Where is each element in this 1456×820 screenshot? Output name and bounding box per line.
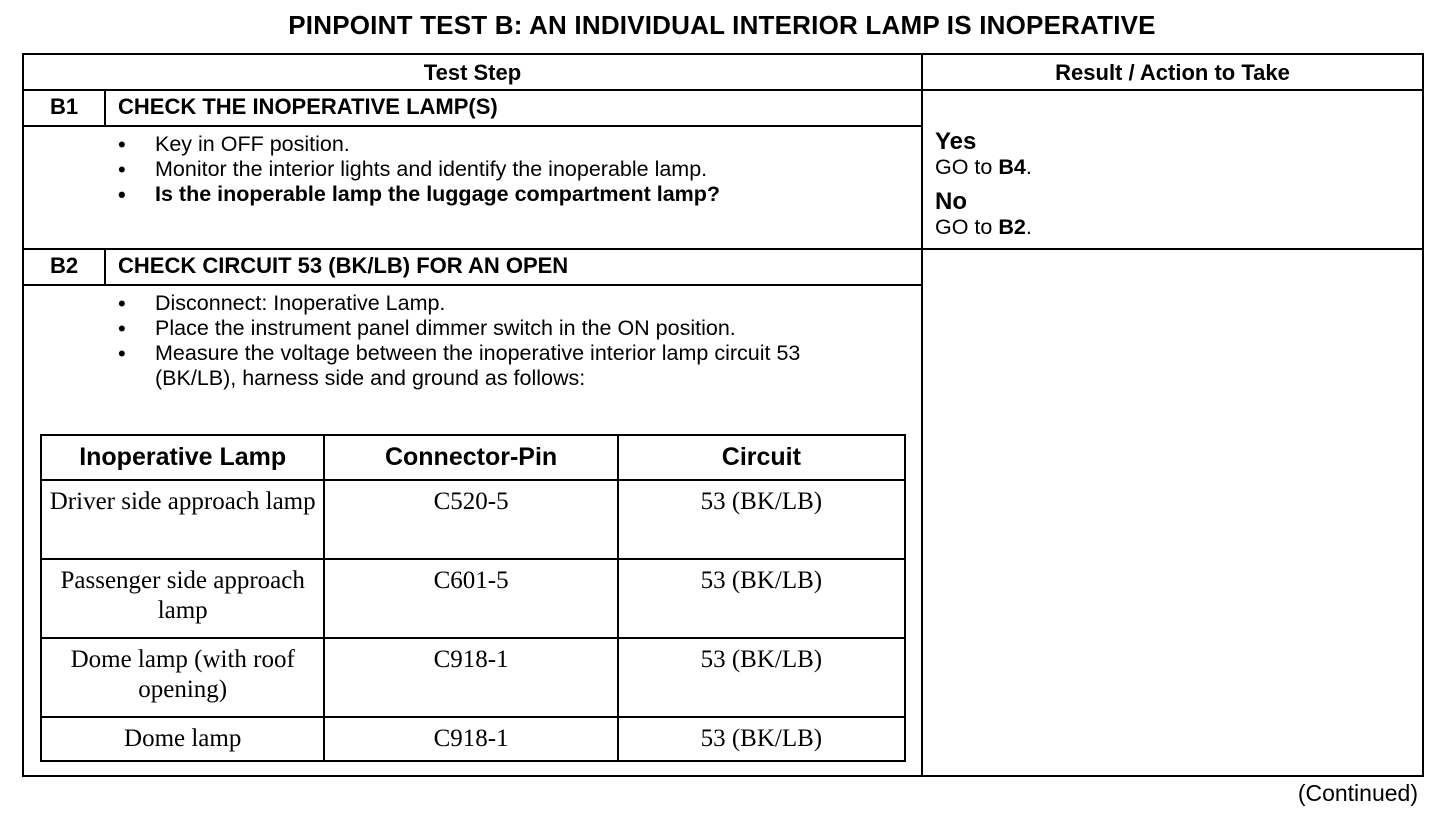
result-yes-action: GO to B4.	[935, 155, 1032, 179]
circuit-cell: 53 (BK/LB)	[618, 559, 905, 638]
step-title-b2: CHECK CIRCUIT 53 (BK/LB) FOR AN OPEN	[118, 253, 569, 278]
goto-link-b2[interactable]: B2	[998, 215, 1026, 239]
list-item: • Is the inoperable lamp the luggage compartment lamp?	[118, 182, 908, 207]
circuit-cell: 53 (BK/LB)	[618, 717, 905, 761]
page-title: PINPOINT TEST B: AN INDIVIDUAL INTERIOR LAMP IS INOPERATIVE	[288, 10, 1156, 40]
lamp-cell: Dome lamp (with roof opening)	[41, 638, 324, 717]
step-id-divider	[104, 91, 106, 125]
lamp-cell: Driver side approach lamp	[41, 480, 324, 559]
table-row	[41, 717, 905, 761]
goto-link-b4[interactable]: B4	[998, 155, 1026, 179]
list-item: • Monitor the interior lights and identify the inoperable lamp.	[118, 157, 908, 182]
result-no-action: GO to B2.	[935, 215, 1032, 239]
lamp-cell: Passenger side approach lamp	[41, 559, 324, 638]
list-item: • Place the instrument panel dimmer switch in the ON position.	[118, 316, 878, 341]
connector-cell: C601-5	[324, 559, 617, 638]
step-title-divider	[24, 125, 921, 127]
column-header-connector: Connector-Pin	[324, 435, 617, 480]
table-header-row	[41, 435, 905, 480]
table-row	[41, 480, 905, 559]
step-b1-results	[935, 129, 1032, 239]
connector-cell: C918-1	[324, 638, 617, 717]
list-item: • Key in OFF position.	[118, 132, 908, 157]
result-yes: Yes	[935, 128, 977, 155]
step-b1-instructions	[118, 132, 908, 207]
list-item: • Disconnect: Inoperative Lamp.	[118, 291, 878, 316]
step-b2-instructions	[118, 291, 878, 391]
list-item: • Measure the voltage between the inoperative interior lamp circuit 53 (BK/LB), harness side and ground as follows:	[118, 341, 878, 391]
column-header-circuit: Circuit	[618, 435, 905, 480]
header-result: Result / Action to Take	[1055, 60, 1290, 85]
header-test-step: Test Step	[423, 60, 522, 85]
table-row	[41, 559, 905, 638]
circuit-cell: 53 (BK/LB)	[618, 638, 905, 717]
continued-note: (Continued)	[1297, 780, 1418, 806]
column-header-lamp: Inoperative Lamp	[41, 435, 324, 480]
step-title-divider	[24, 284, 921, 286]
step-id-b2: B2	[49, 253, 79, 278]
pinpoint-test-table	[22, 53, 1424, 777]
connector-cell: C520-5	[324, 480, 617, 559]
column-divider	[921, 55, 923, 775]
lamp-cell: Dome lamp	[41, 717, 324, 761]
step-title-b1: CHECK THE INOPERATIVE LAMP(S)	[118, 94, 498, 119]
step-id-divider	[104, 250, 106, 284]
circuit-cell: 53 (BK/LB)	[618, 480, 905, 559]
lamp-voltage-table	[40, 434, 906, 762]
table-row	[41, 638, 905, 717]
step-id-b1: B1	[49, 94, 79, 119]
result-no: No	[935, 188, 967, 215]
connector-cell: C918-1	[324, 717, 617, 761]
